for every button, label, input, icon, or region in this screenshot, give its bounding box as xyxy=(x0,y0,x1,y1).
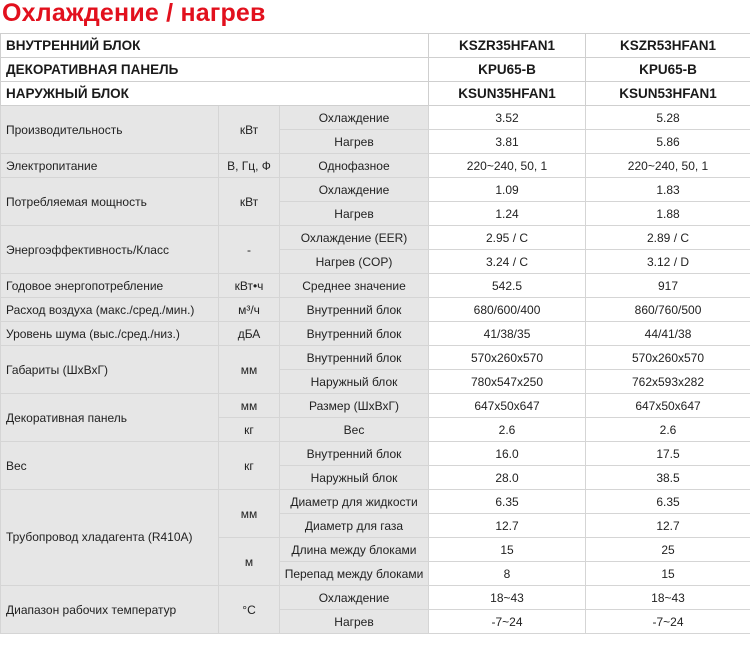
header-row-outdoor xyxy=(1,82,750,106)
spec-row xyxy=(1,298,750,322)
condition-label: Вес xyxy=(280,418,429,442)
unit-label: м³/ч xyxy=(219,298,280,322)
header-label: ДЕКОРАТИВНАЯ ПАНЕЛЬ xyxy=(1,58,429,82)
value-cell: 1.09 xyxy=(429,178,586,202)
condition-label: Внутренний блок xyxy=(280,346,429,370)
param-label: Уровень шума (выс./сред./низ.) xyxy=(1,322,219,346)
value-cell: 647x50x647 xyxy=(586,394,750,418)
condition-label: Нагрев xyxy=(280,130,429,154)
value-cell: 38.5 xyxy=(586,466,750,490)
value-cell: 570x260x570 xyxy=(586,346,750,370)
value-cell: 3.52 xyxy=(429,106,586,130)
value-cell: -7~24 xyxy=(429,610,586,634)
value-cell: 15 xyxy=(586,562,750,586)
value-cell: 5.86 xyxy=(586,130,750,154)
param-label: Энергоэффективность/Класс xyxy=(1,226,219,274)
value-cell: 570x260x570 xyxy=(429,346,586,370)
condition-label: Среднее значение xyxy=(280,274,429,298)
condition-label: Нагрев (COP) xyxy=(280,250,429,274)
spec-row xyxy=(1,586,750,610)
condition-label: Охлаждение xyxy=(280,178,429,202)
param-label: Потребляемая мощность xyxy=(1,178,219,226)
value-cell: 1.88 xyxy=(586,202,750,226)
condition-label: Длина между блоками xyxy=(280,538,429,562)
value-cell: 6.35 xyxy=(429,490,586,514)
value-cell: 18~43 xyxy=(429,586,586,610)
value-cell: 12.7 xyxy=(429,514,586,538)
spec-row xyxy=(1,226,750,250)
unit-label: м xyxy=(219,538,280,586)
value-cell: 2.95 / C xyxy=(429,226,586,250)
value-cell: 12.7 xyxy=(586,514,750,538)
value-cell: 6.35 xyxy=(586,490,750,514)
header-label: ВНУТРЕННИЙ БЛОК xyxy=(1,34,429,58)
value-cell: 8 xyxy=(429,562,586,586)
value-cell: 41/38/35 xyxy=(429,322,586,346)
value-cell: 2.89 / C xyxy=(586,226,750,250)
value-cell: 15 xyxy=(429,538,586,562)
unit-label: кВт xyxy=(219,178,280,226)
condition-label: Диаметр для жидкости xyxy=(280,490,429,514)
header-row-indoor xyxy=(1,34,750,58)
page-title: Охлаждение / нагрев xyxy=(2,0,266,27)
spec-row xyxy=(1,154,750,178)
unit-label: дБА xyxy=(219,322,280,346)
condition-label: Охлаждение xyxy=(280,586,429,610)
value-cell: 220~240, 50, 1 xyxy=(429,154,586,178)
spec-row xyxy=(1,442,750,466)
spec-row xyxy=(1,322,750,346)
unit-label: - xyxy=(219,226,280,274)
model-2-cell: KSZR53HFAN1 xyxy=(586,34,750,58)
value-cell: 17.5 xyxy=(586,442,750,466)
param-label: Диапазон рабочих температур xyxy=(1,586,219,634)
condition-label: Однофазное xyxy=(280,154,429,178)
condition-label: Перепад между блоками xyxy=(280,562,429,586)
param-label: Вес xyxy=(1,442,219,490)
value-cell: 860/760/500 xyxy=(586,298,750,322)
spec-row xyxy=(1,178,750,202)
unit-label: кВт xyxy=(219,106,280,154)
param-label: Трубопровод хладагента (R410A) xyxy=(1,490,219,586)
spec-row xyxy=(1,346,750,370)
unit-label: кВт•ч xyxy=(219,274,280,298)
model-1-cell: KSUN35HFAN1 xyxy=(429,82,586,106)
spec-table xyxy=(0,33,750,634)
condition-label: Внутренний блок xyxy=(280,298,429,322)
condition-label: Охлаждение xyxy=(280,106,429,130)
value-cell: 5.28 xyxy=(586,106,750,130)
value-cell: 780x547x250 xyxy=(429,370,586,394)
spec-row xyxy=(1,274,750,298)
model-1-cell: KSZR35HFAN1 xyxy=(429,34,586,58)
value-cell: 18~43 xyxy=(586,586,750,610)
param-label: Производительность xyxy=(1,106,219,154)
value-cell: 28.0 xyxy=(429,466,586,490)
unit-label: кг xyxy=(219,442,280,490)
condition-label: Нагрев xyxy=(280,202,429,226)
value-cell: 1.83 xyxy=(586,178,750,202)
condition-label: Нагрев xyxy=(280,610,429,634)
value-cell: -7~24 xyxy=(586,610,750,634)
value-cell: 2.6 xyxy=(429,418,586,442)
param-label: Электропитание xyxy=(1,154,219,178)
model-2-cell: KPU65-B xyxy=(586,58,750,82)
condition-label: Охлаждение (EER) xyxy=(280,226,429,250)
value-cell: 762x593x282 xyxy=(586,370,750,394)
unit-label: мм xyxy=(219,346,280,394)
spec-row xyxy=(1,394,750,418)
unit-label: кг xyxy=(219,418,280,442)
header-label: НАРУЖНЫЙ БЛОК xyxy=(1,82,429,106)
header-row-panel xyxy=(1,58,750,82)
value-cell: 647x50x647 xyxy=(429,394,586,418)
value-cell: 680/600/400 xyxy=(429,298,586,322)
value-cell: 220~240, 50, 1 xyxy=(586,154,750,178)
model-2-cell: KSUN53HFAN1 xyxy=(586,82,750,106)
unit-label: мм xyxy=(219,394,280,418)
unit-label: В, Гц, Ф xyxy=(219,154,280,178)
param-label: Годовое энергопотребление xyxy=(1,274,219,298)
condition-label: Диаметр для газа xyxy=(280,514,429,538)
spec-row xyxy=(1,490,750,514)
param-label: Габариты (ШхВхГ) xyxy=(1,346,219,394)
param-label: Декоративная панель xyxy=(1,394,219,442)
value-cell: 44/41/38 xyxy=(586,322,750,346)
value-cell: 3.12 / D xyxy=(586,250,750,274)
value-cell: 3.81 xyxy=(429,130,586,154)
condition-label: Наружный блок xyxy=(280,370,429,394)
condition-label: Размер (ШхВхГ) xyxy=(280,394,429,418)
model-1-cell: KPU65-B xyxy=(429,58,586,82)
value-cell: 1.24 xyxy=(429,202,586,226)
value-cell: 542.5 xyxy=(429,274,586,298)
unit-label: °C xyxy=(219,586,280,634)
value-cell: 2.6 xyxy=(586,418,750,442)
value-cell: 16.0 xyxy=(429,442,586,466)
unit-label: мм xyxy=(219,490,280,538)
value-cell: 917 xyxy=(586,274,750,298)
param-label: Расход воздуха (макс./сред./мин.) xyxy=(1,298,219,322)
condition-label: Внутренний блок xyxy=(280,322,429,346)
condition-label: Внутренний блок xyxy=(280,442,429,466)
condition-label: Наружный блок xyxy=(280,466,429,490)
value-cell: 3.24 / C xyxy=(429,250,586,274)
value-cell: 25 xyxy=(586,538,750,562)
spec-row xyxy=(1,106,750,130)
